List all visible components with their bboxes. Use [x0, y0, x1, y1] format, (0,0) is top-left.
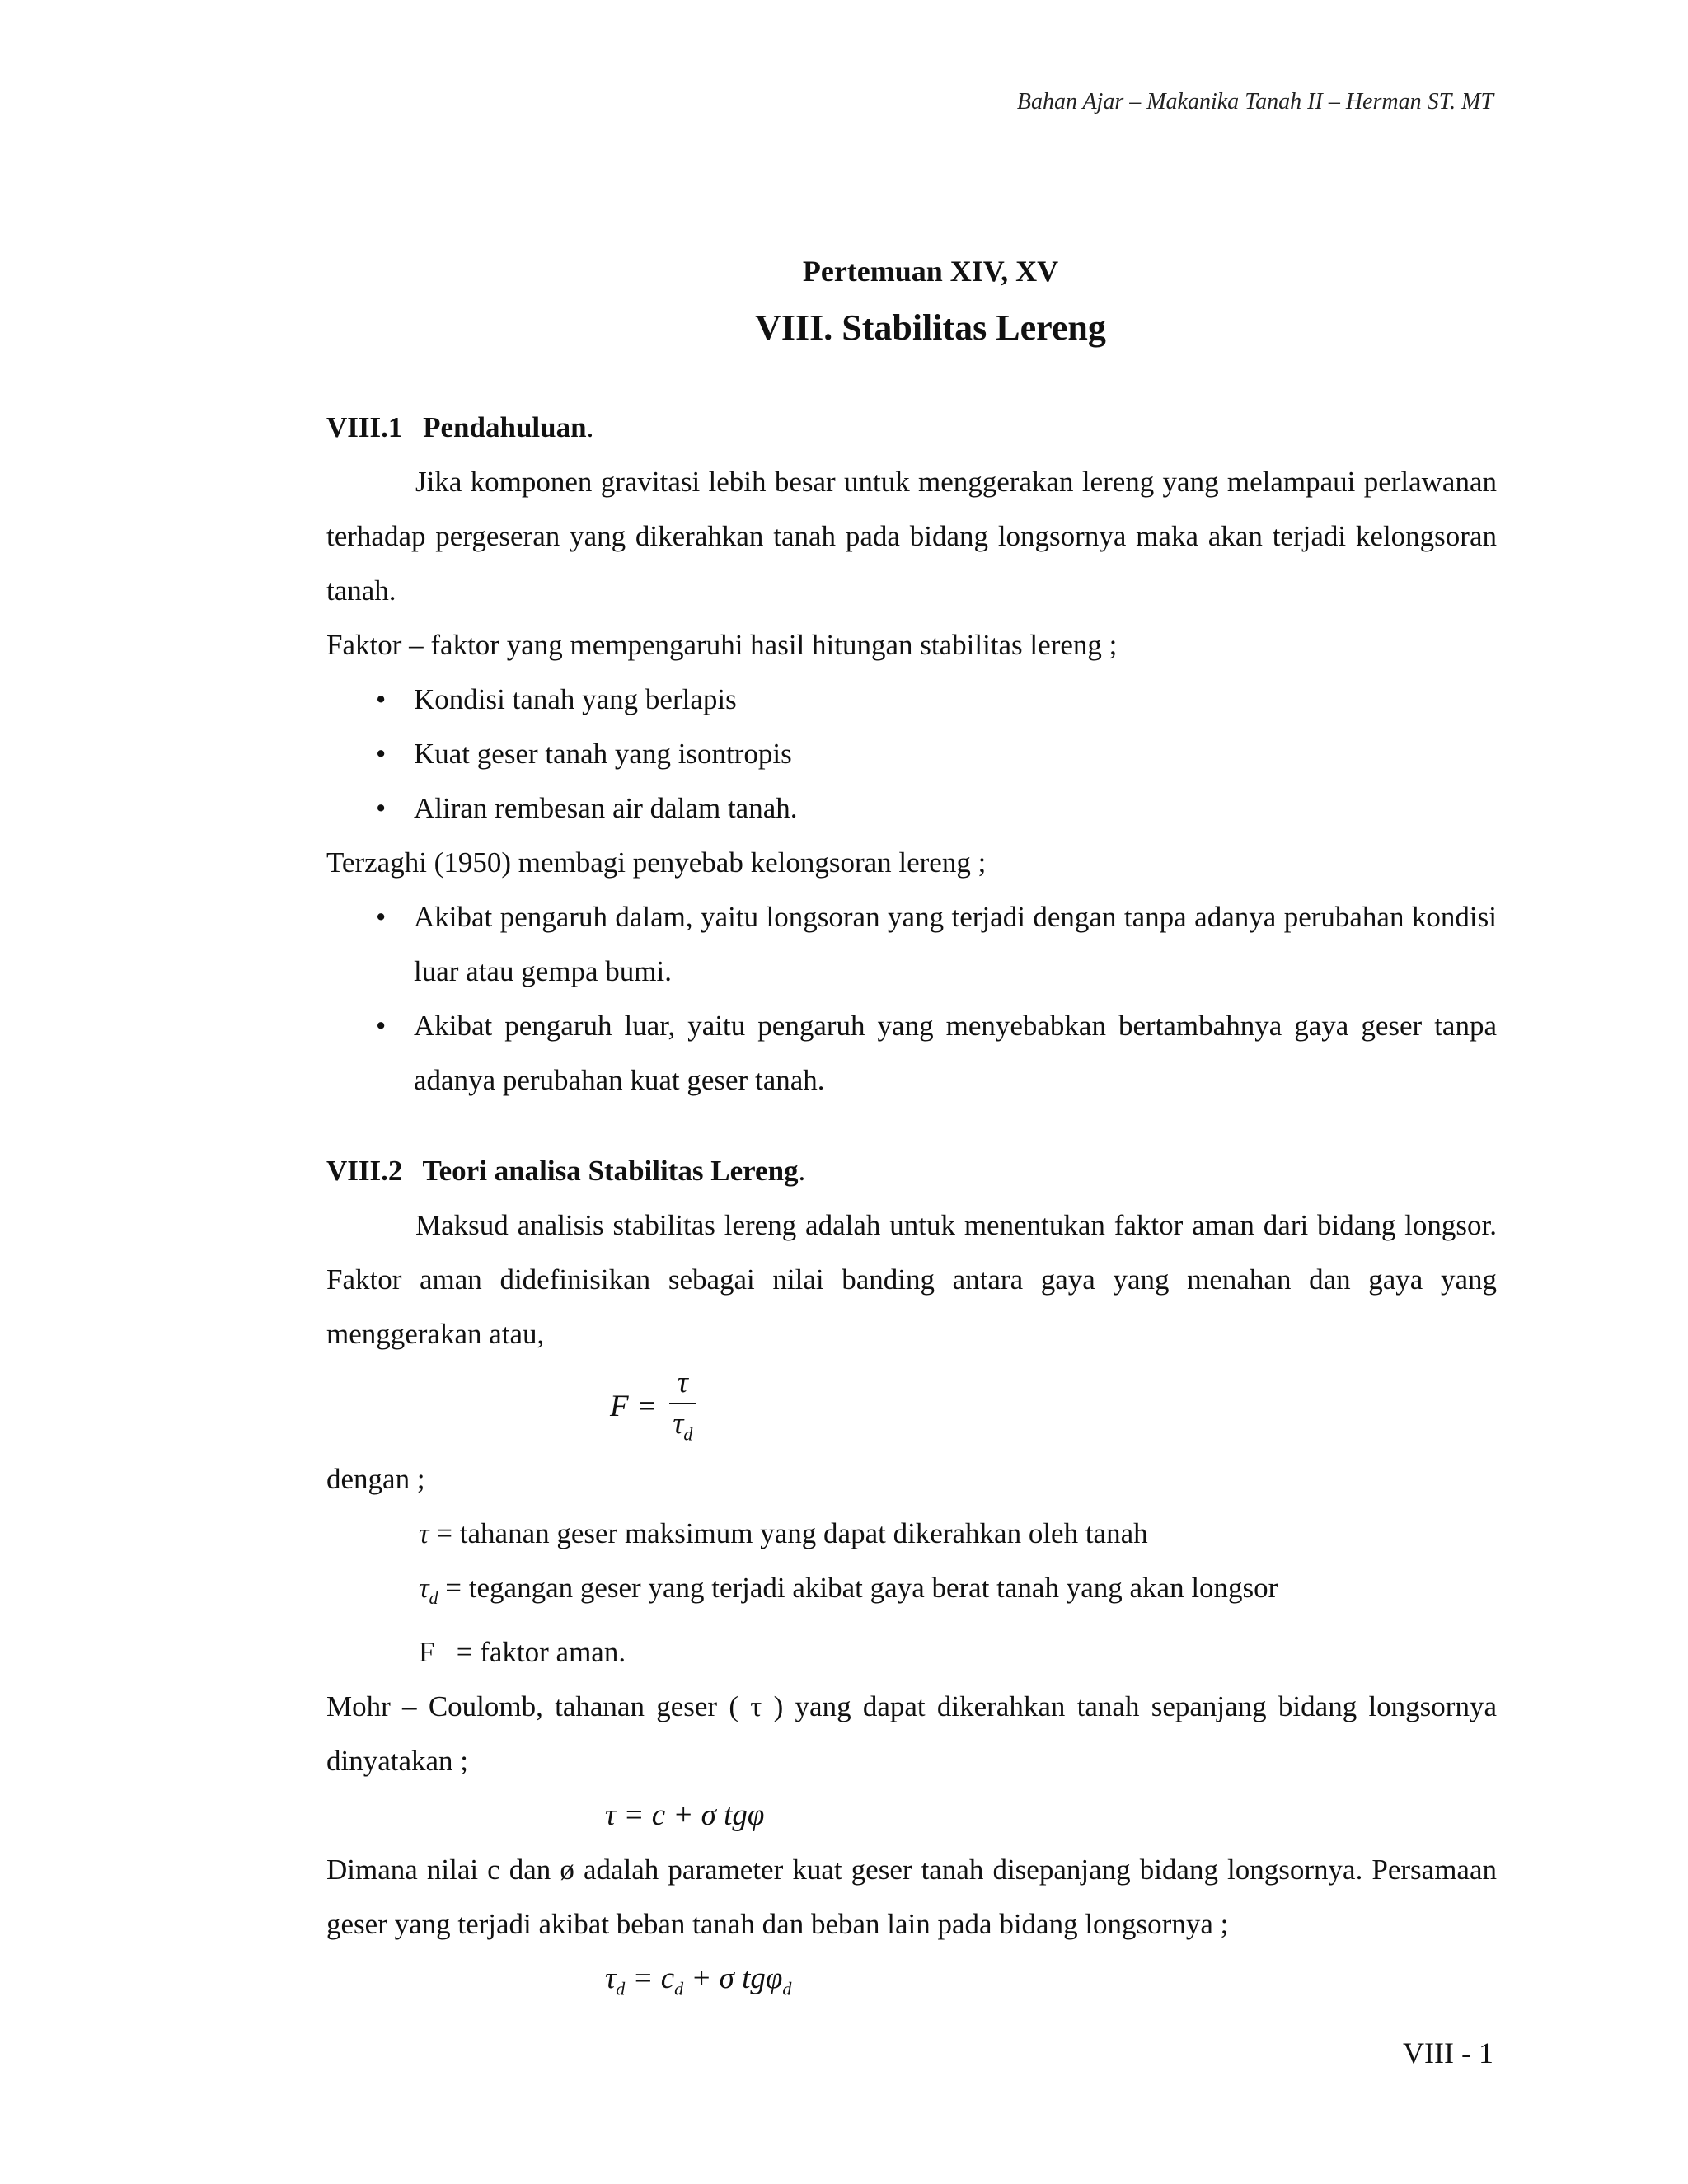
fraction-numerator: τ: [669, 1363, 696, 1404]
terzaghi-intro: Terzaghi (1950) membagi penyebab kelongsoran lereng ;: [326, 846, 987, 879]
mohr-coulomb-paragraph: Mohr – Coulomb, tahanan geser ( τ ) yang dapat dikerahkan tanah sepanjang bidang longsornya dinyatakan ;: [326, 1690, 1497, 1777]
section-2-paragraph: Maksud analisis stabilitas lereng adalah untuk menentukan faktor aman dari bidang longsor. Faktor aman didefinisikan sebagai nilai banding antara gaya yang menahan dan gaya yang menggerakan atau,: [326, 1209, 1497, 1350]
section-1-title: Pendahuluan: [423, 411, 587, 443]
section-1-period: .: [586, 411, 594, 443]
formula-mobilized-shear: $\tau_d = c_d + \sigma$ tgφ$_d$: [605, 1961, 792, 1999]
formula-lhs: F =: [610, 1390, 657, 1423]
section-1-number: VIII.1: [326, 411, 403, 443]
formula-shear-strength: τ = c + σ tgφ: [605, 1798, 765, 1832]
list-item: • Kuat geser tanah yang isontropis: [376, 727, 1497, 781]
bullet-icon: •: [376, 683, 387, 715]
section-2-heading: [326, 1144, 1497, 1198]
causes-list: [326, 890, 1497, 1108]
bullet-icon: •: [376, 792, 387, 824]
dimana-paragraph: Dimana nilai c dan ø adalah parameter kuat geser tanah disepanjang bidang longsornya. Persamaan geser yang terjadi akibat beban tanah dan beban lain pada bidang longsornya ;: [326, 1854, 1497, 1940]
definition-tau-d: $\tau_d$ = tegangan geser yang terjadi akibat gaya berat tanah yang akan longsor: [419, 1572, 1278, 1608]
page-number: VIII - 1: [1403, 2036, 1493, 2069]
meeting-title: Pertemuan XIV, XV: [802, 255, 1059, 288]
definition-f: F = faktor aman.: [419, 1636, 626, 1668]
list-item: • Akibat pengaruh luar, yaitu pengaruh yang menyebabkan bertambahnya gaya geser tanpa adanya perubahan kuat geser tanah.: [376, 999, 1497, 1108]
bullet-icon: •: [376, 1010, 387, 1042]
bullet-icon: •: [376, 901, 387, 933]
dengan-label: dengan ;: [326, 1463, 425, 1495]
factors-intro: Faktor – faktor yang mempengaruhi hasil hitungan stabilitas lereng ;: [326, 629, 1118, 661]
bullet-icon: •: [376, 738, 387, 770]
section-1-heading: [326, 401, 1497, 455]
list-item: • Aliran rembesan air dalam tanah.: [376, 781, 1497, 836]
list-item: • Akibat pengaruh dalam, yaitu longsoran yang terjadi dengan tanpa adanya perubahan kondisi luar atau gempa bumi.: [376, 890, 1497, 999]
section-2-title: Teori analisa Stabilitas Lereng: [422, 1155, 799, 1187]
formula-fraction: [664, 1363, 701, 1454]
list-item: • Kondisi tanah yang berlapis: [376, 673, 1497, 727]
chapter-title: VIII. Stabilitas Lereng: [755, 307, 1106, 348]
definition-tau: τ = tahanan geser maksimum yang dapat dikerahkan oleh tanah: [419, 1517, 1148, 1549]
section-1: [326, 401, 1497, 1108]
fraction-denominator: $\tau_d$: [673, 1407, 693, 1445]
section-2-number: VIII.2: [326, 1155, 403, 1187]
running-header: Bahan Ajar – Makanika Tanah II – Herman ST. MT: [1016, 89, 1493, 115]
formula-safety-factor: [326, 1361, 1497, 1452]
section-2-period: .: [798, 1155, 806, 1187]
section-2: [326, 1144, 1497, 2016]
factors-list: [326, 673, 1497, 836]
section-1-paragraph: Jika komponen gravitasi lebih besar untuk menggerakan lereng yang melampaui perlawanan terhadap pergeseran yang dikerahkan tanah pada bidang longsornya maka akan terjadi kelongsoran tanah.: [326, 466, 1497, 607]
